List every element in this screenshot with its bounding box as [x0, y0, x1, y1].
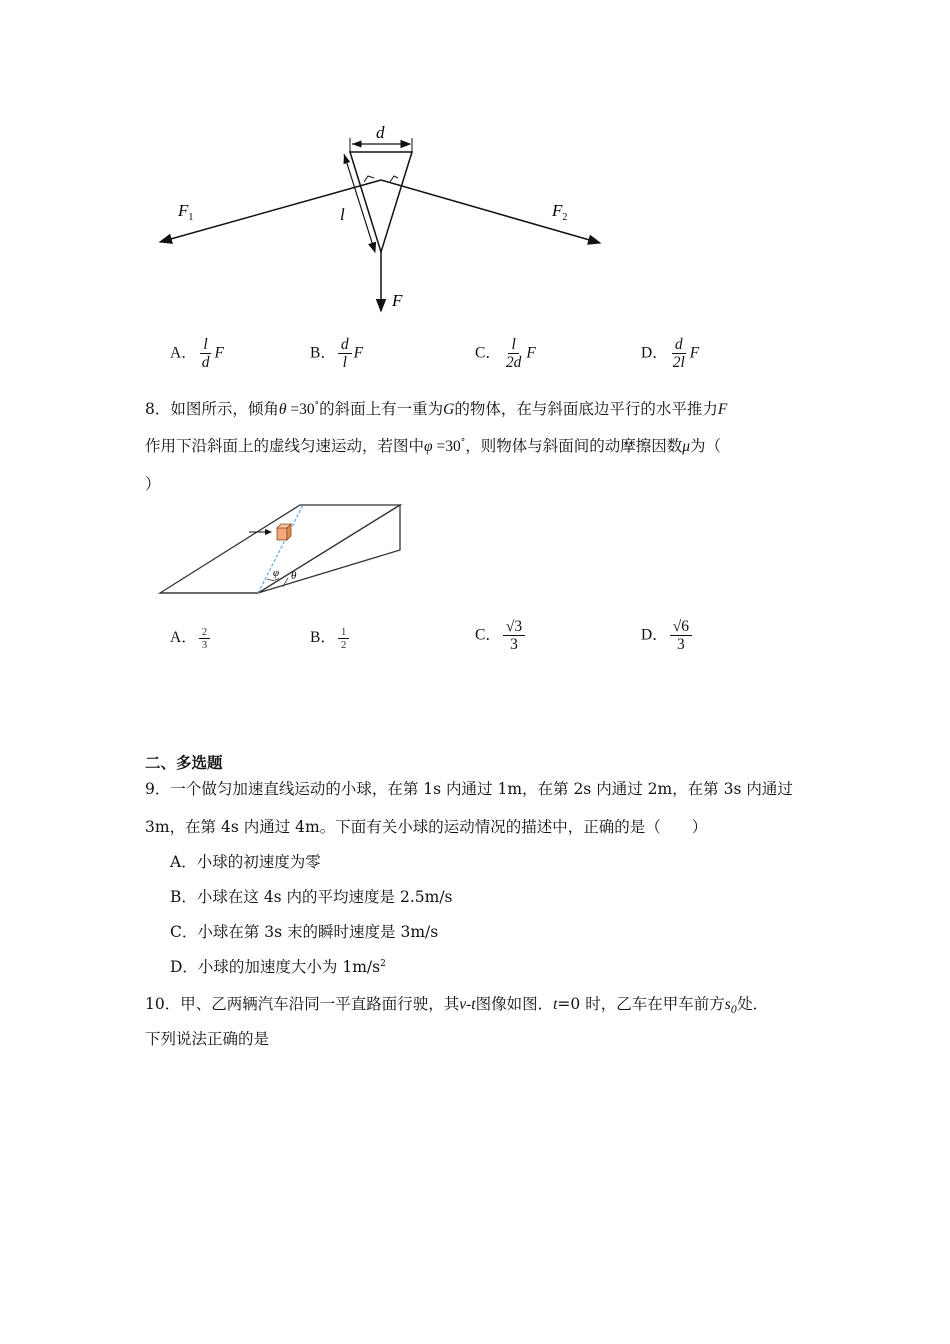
- f1-arrow: [160, 180, 381, 242]
- label-theta: θ: [291, 570, 297, 582]
- q9-line2: 3m，在第 4s 内通过 4m。下面有关小球的运动情况的描述中，正确的是（ ）: [145, 818, 708, 836]
- label-d: d: [376, 123, 385, 142]
- label-f1: $F_1$: [178, 201, 194, 223]
- q9-line1: 9．一个做匀加速直线运动的小球，在第 1s 内通过 1m，在第 2s 内通过 2m，在第 3s 内通过: [145, 780, 793, 798]
- q8-line2: 作用下沿斜面上的虚线匀速运动，若图中φ =30°，则物体与斜面间的动摩擦因数μ为（: [145, 437, 722, 455]
- label-f: F: [392, 291, 403, 310]
- q9-option-d[interactable]: D．小球的加速度大小为 $1m/s^2$: [170, 958, 386, 976]
- q9-option-a[interactable]: A．小球的初速度为零: [170, 853, 321, 871]
- q8-option-a[interactable]: A． $\frac{2}{3}$: [170, 625, 212, 651]
- wedge-force-diagram: [150, 118, 620, 318]
- q7-option-c[interactable]: C． $\frac{l}{2d}$ F: [475, 336, 536, 371]
- q9-option-c[interactable]: C．小球在第 3s 末的瞬时速度是 3m/s: [170, 923, 439, 941]
- q8-line3: ）: [145, 475, 161, 493]
- label-phi: φ: [273, 567, 280, 579]
- q10-line1: 10．甲、乙两辆汽车沿同一平直路面行驶，其v-t图像如图．t=0 时，乙车在甲车前方$s_0$处．: [145, 995, 769, 1017]
- label-l: l: [340, 205, 345, 224]
- q8-option-b[interactable]: B． $\frac{1}{2}$: [310, 625, 351, 651]
- q8-option-d[interactable]: D． $\frac{√6}{3}$: [641, 618, 694, 653]
- l-dimension-line: [344, 154, 375, 252]
- q7-option-d[interactable]: D． $\frac{d}{2l}$ F: [641, 336, 700, 371]
- q7-option-b[interactable]: B． $\frac{d}{l}$ F: [310, 336, 364, 371]
- label-f2: $F_2$: [552, 201, 568, 223]
- q8-line1: 8．如图所示，倾角θ =30°的斜面上有一重为G的物体，在与斜面底边平行的水平推力F: [145, 400, 728, 418]
- q9-option-b[interactable]: B．小球在这 4s 内的平均速度是 2.5m/s: [170, 888, 453, 906]
- block-icon: [277, 524, 291, 540]
- incline-diagram: [155, 500, 405, 600]
- q8-option-c[interactable]: C． $\frac{√3}{3}$: [475, 618, 527, 653]
- q7-option-a[interactable]: A． $\frac{l}{d}$ F: [170, 336, 224, 371]
- q10-line2: 下列说法正确的是: [145, 1030, 270, 1048]
- section-title: 二、多选题: [145, 753, 223, 772]
